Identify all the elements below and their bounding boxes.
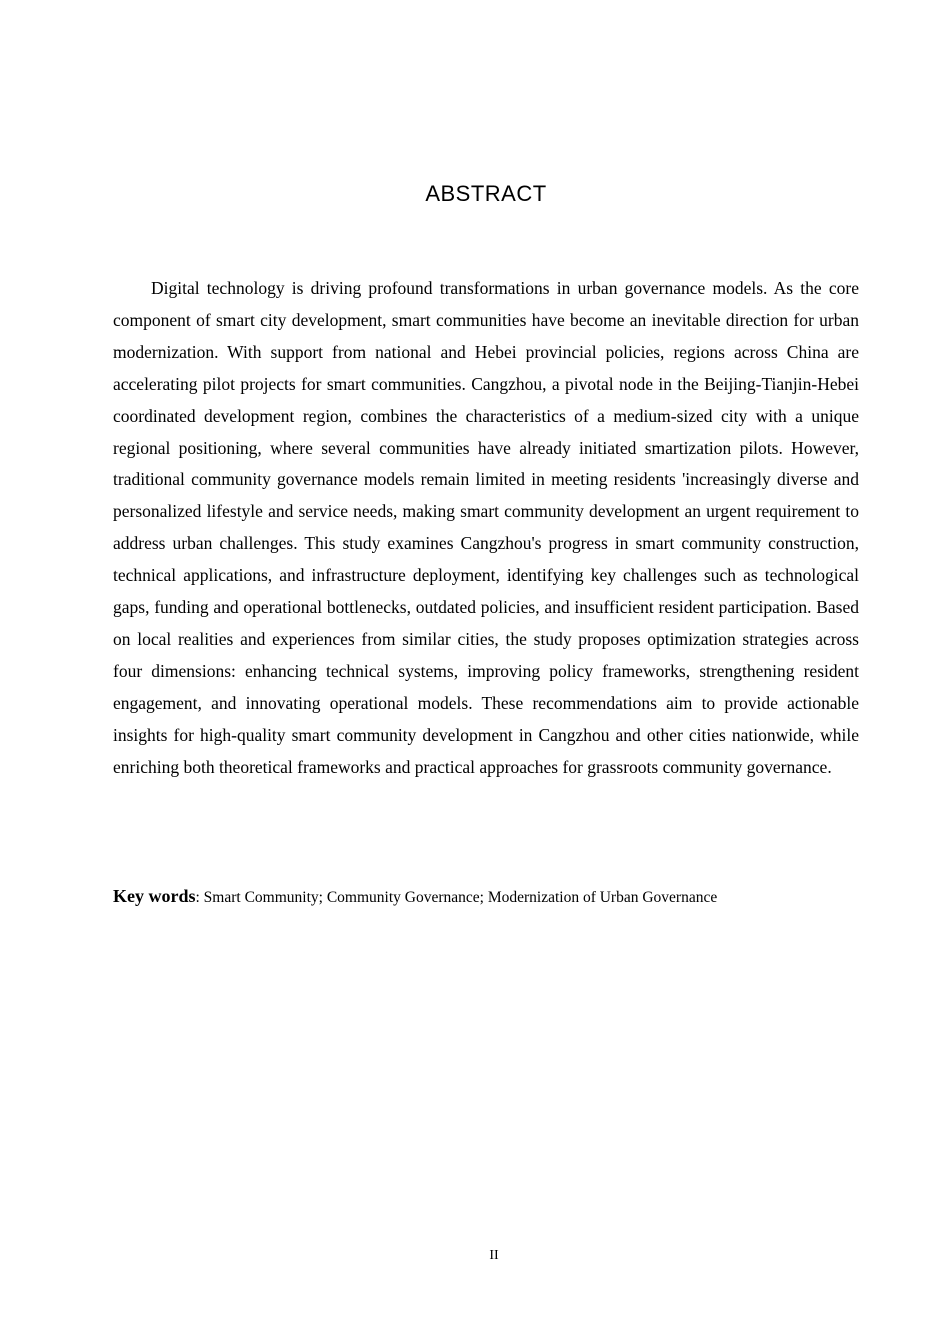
abstract-title: ABSTRACT bbox=[425, 181, 547, 206]
keywords-list: : Smart Community; Community Governance; Modernization of Urban Governance bbox=[195, 889, 718, 906]
keywords-line bbox=[113, 882, 859, 912]
abstract-paragraph: Digital technology is driving profound transformations in urban governance models. As the core component of smart city development, smart communities have become an inevitable direction for urban modernization. With support from national and Hebei provincial policies, regions across China are accelerating pilot projects for smart communities. Cangzhou, a pivotal node in the Beijing-Tianjin-Hebei coordinated development region, combines the characteristics of a medium-sized city with a unique regional positioning, where several communities have already initiated smartization pilots. However, traditional community governance models remain limited in meeting residents 'increasingly diverse and personalized lifestyle and service needs, making smart community development an urgent requirement to address urban challenges. This study examines Cangzhou's progress in smart community construction, technical applications, and infrastructure deployment, identifying key challenges such as technological gaps, funding and operational bottlenecks, outdated policies, and insufficient resident participation. Based on local realities and experiences from similar cities, the study proposes optimization strategies across four dimensions: enhancing technical systems, improving policy frameworks, strengthening resident engagement, and innovating operational models. These recommendations aim to provide actionable insights for high-quality smart community development in Cangzhou and other cities nationwide, while enriching both theoretical frameworks and practical approaches for grassroots community governance. bbox=[113, 278, 859, 777]
keywords-label: Key words bbox=[113, 886, 196, 906]
page-number: II bbox=[489, 1248, 499, 1263]
